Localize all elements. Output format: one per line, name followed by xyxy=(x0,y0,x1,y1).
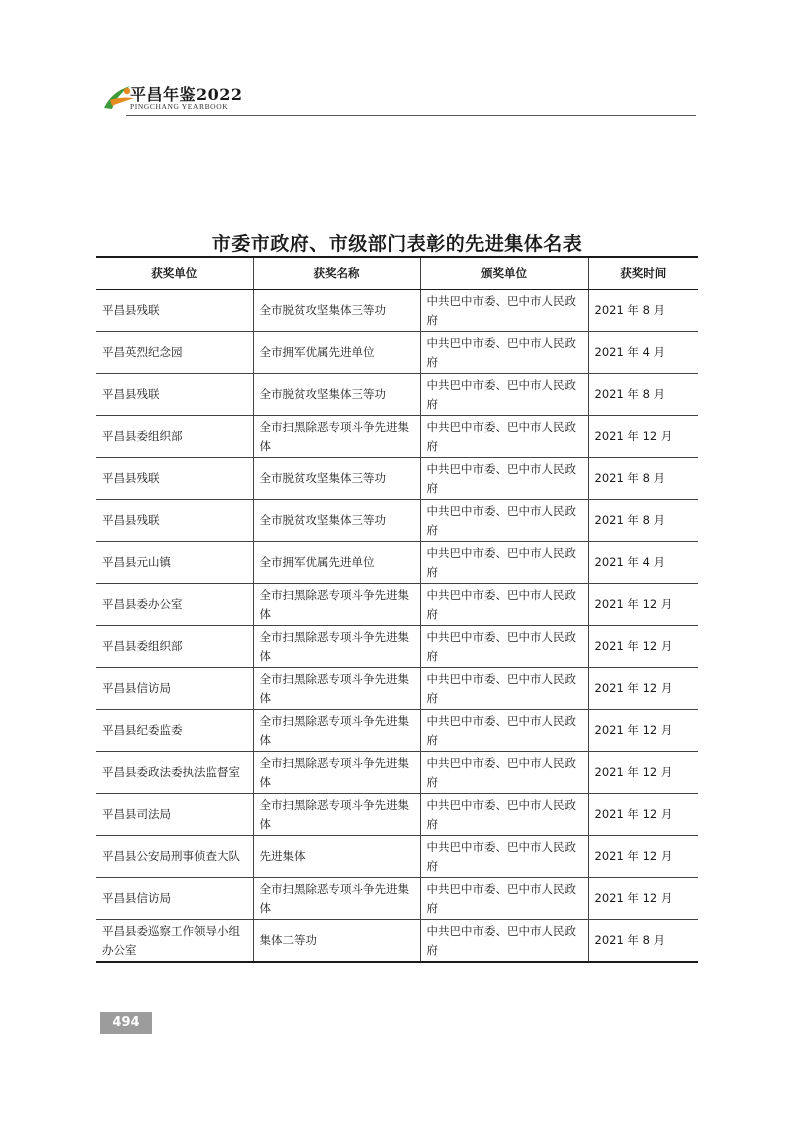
table-cell: 全市扫黑除恶专项斗争先进集体 xyxy=(253,752,420,794)
table-cell: 中共巴中市委、巴中市人民政府 xyxy=(420,752,588,794)
table-cell: 平昌县元山镇 xyxy=(96,542,253,584)
table-cell: 平昌县纪委监委 xyxy=(96,710,253,752)
table-title: 市委市政府、市级部门表彰的先进集体名表 xyxy=(211,233,583,255)
table-cell: 全市扫黑除恶专项斗争先进集体 xyxy=(253,878,420,920)
table-cell: 中共巴中市委、巴中市人民政府 xyxy=(420,668,588,710)
header-divider xyxy=(126,115,696,116)
table-cell: 中共巴中市委、巴中市人民政府 xyxy=(420,710,588,752)
table-cell: 2021 年 12 月 xyxy=(588,878,698,920)
table-cell: 2021 年 8 月 xyxy=(588,458,698,500)
table-cell: 全市扫黑除恶专项斗争先进集体 xyxy=(253,626,420,668)
table-row xyxy=(96,374,698,416)
table-row xyxy=(96,752,698,794)
table-cell: 中共巴中市委、巴中市人民政府 xyxy=(420,332,588,374)
table-cell: 平昌县信访局 xyxy=(96,668,253,710)
table-cell: 中共巴中市委、巴中市人民政府 xyxy=(420,416,588,458)
table-cell: 中共巴中市委、巴中市人民政府 xyxy=(420,500,588,542)
table-cell: 中共巴中市委、巴中市人民政府 xyxy=(420,584,588,626)
table-row xyxy=(96,458,698,500)
table-cell: 平昌县残联 xyxy=(96,374,253,416)
table-cell: 全市脱贫攻坚集体三等功 xyxy=(253,500,420,542)
table-row xyxy=(96,710,698,752)
table-cell: 中共巴中市委、巴中市人民政府 xyxy=(420,290,588,332)
table-row xyxy=(96,626,698,668)
table-cell: 平昌县残联 xyxy=(96,458,253,500)
table-cell: 中共巴中市委、巴中市人民政府 xyxy=(420,878,588,920)
table-cell: 平昌县信访局 xyxy=(96,878,253,920)
table-cell: 平昌县委政法委执法监督室 xyxy=(96,752,253,794)
table-cell: 2021 年 12 月 xyxy=(588,794,698,836)
table-cell: 中共巴中市委、巴中市人民政府 xyxy=(420,836,588,878)
table-row xyxy=(96,500,698,542)
table-cell: 2021 年 12 月 xyxy=(588,626,698,668)
yearbook-subtitle: PINGCHANG YEARBOOK xyxy=(130,102,229,111)
table-cell: 平昌县残联 xyxy=(96,290,253,332)
table-cell: 中共巴中市委、巴中市人民政府 xyxy=(420,542,588,584)
table-cell: 全市扫黑除恶专项斗争先进集体 xyxy=(253,668,420,710)
table-cell: 集体二等功 xyxy=(253,920,420,963)
table-cell: 平昌县委巡察工作领导小组办公室 xyxy=(96,920,253,963)
table-row xyxy=(96,542,698,584)
table-row xyxy=(96,794,698,836)
table-cell: 全市扫黑除恶专项斗争先进集体 xyxy=(253,794,420,836)
table-cell: 2021 年 4 月 xyxy=(588,332,698,374)
table-cell: 平昌县残联 xyxy=(96,500,253,542)
table-row xyxy=(96,878,698,920)
table-cell: 2021 年 12 月 xyxy=(588,584,698,626)
table-cell: 平昌县委组织部 xyxy=(96,416,253,458)
table-cell: 平昌县司法局 xyxy=(96,794,253,836)
table-cell: 平昌县公安局刑事侦查大队 xyxy=(96,836,253,878)
table-body xyxy=(96,290,698,963)
table-cell: 2021 年 12 月 xyxy=(588,752,698,794)
table-cell: 中共巴中市委、巴中市人民政府 xyxy=(420,458,588,500)
table-cell: 2021 年 12 月 xyxy=(588,836,698,878)
page-header xyxy=(100,78,696,118)
page-number: 494 xyxy=(100,1012,152,1034)
table-cell: 2021 年 12 月 xyxy=(588,668,698,710)
column-header: 颁奖单位 xyxy=(420,257,588,290)
table-cell: 中共巴中市委、巴中市人民政府 xyxy=(420,374,588,416)
table-cell: 全市脱贫攻坚集体三等功 xyxy=(253,458,420,500)
table-cell: 全市扫黑除恶专项斗争先进集体 xyxy=(253,710,420,752)
column-header: 获奖名称 xyxy=(253,257,420,290)
table-cell: 2021 年 8 月 xyxy=(588,920,698,963)
table-row xyxy=(96,920,698,963)
table-row xyxy=(96,836,698,878)
table-cell: 中共巴中市委、巴中市人民政府 xyxy=(420,794,588,836)
table-row xyxy=(96,416,698,458)
table-cell: 先进集体 xyxy=(253,836,420,878)
table-cell: 全市扫黑除恶专项斗争先进集体 xyxy=(253,416,420,458)
table-cell: 全市脱贫攻坚集体三等功 xyxy=(253,290,420,332)
table-cell: 全市扫黑除恶专项斗争先进集体 xyxy=(253,584,420,626)
table-cell: 平昌英烈纪念园 xyxy=(96,332,253,374)
table-cell: 2021 年 12 月 xyxy=(588,416,698,458)
table-cell: 2021 年 12 月 xyxy=(588,710,698,752)
awards-table xyxy=(96,256,698,963)
table-cell: 2021 年 8 月 xyxy=(588,290,698,332)
yearbook-title: 平昌年鉴2022 xyxy=(130,85,243,104)
table-cell: 中共巴中市委、巴中市人民政府 xyxy=(420,920,588,963)
table-row xyxy=(96,668,698,710)
table-row xyxy=(96,584,698,626)
table-cell: 平昌县委组织部 xyxy=(96,626,253,668)
table-cell: 2021 年 8 月 xyxy=(588,374,698,416)
column-header: 获奖时间 xyxy=(588,257,698,290)
table-cell: 全市拥军优属先进单位 xyxy=(253,542,420,584)
table-row xyxy=(96,332,698,374)
table-row xyxy=(96,290,698,332)
table-cell: 2021 年 4 月 xyxy=(588,542,698,584)
table-cell: 2021 年 8 月 xyxy=(588,500,698,542)
table-cell: 平昌县委办公室 xyxy=(96,584,253,626)
table-header-row xyxy=(96,257,698,290)
table-cell: 全市脱贫攻坚集体三等功 xyxy=(253,374,420,416)
table-cell: 中共巴中市委、巴中市人民政府 xyxy=(420,626,588,668)
table-cell: 全市拥军优属先进单位 xyxy=(253,332,420,374)
column-header: 获奖单位 xyxy=(96,257,253,290)
